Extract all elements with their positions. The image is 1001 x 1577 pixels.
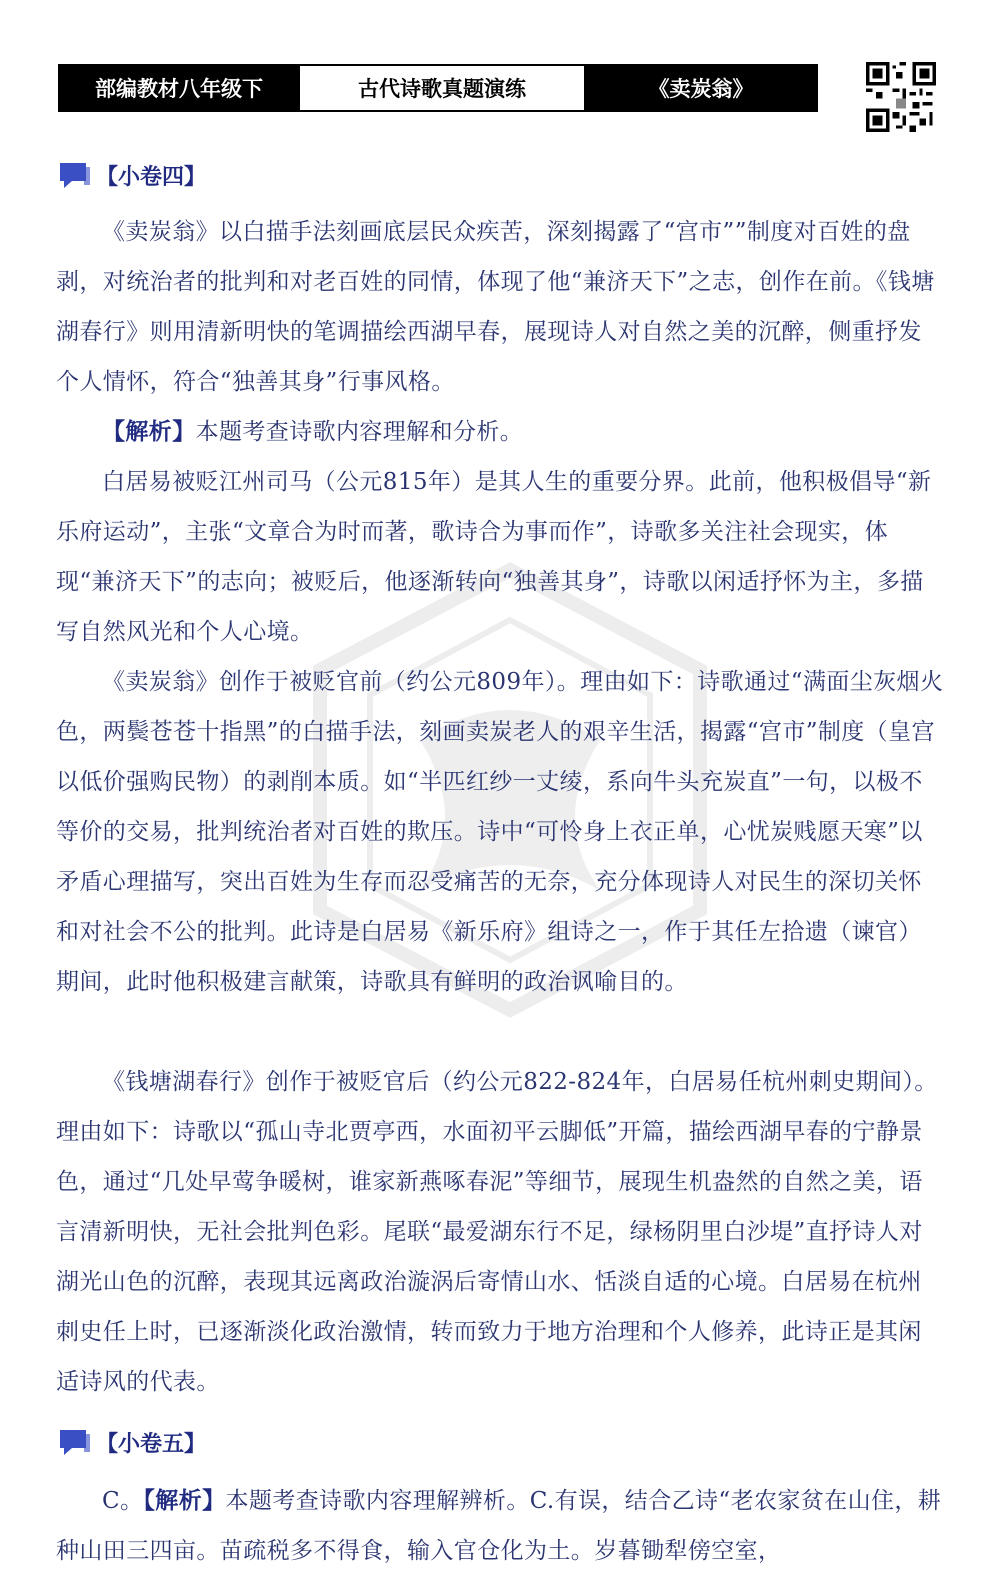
page-header [58,64,818,112]
qr-code-icon [866,62,936,132]
header-poem-title: 《卖炭翁》 [586,66,816,110]
section-heading-4 [58,160,206,191]
section-title: 【小卷四】 [96,165,207,190]
analysis-intro-text: 本题考查诗歌内容理解和分析。 [195,419,524,445]
analysis-paragraph-1: 白居易被贬江州司马（公元815年）是其人生的重要分界。此前，他积极倡导“新乐府运动”，主张“文章合为时而著，歌诗合为事而作”，诗歌多关注社会现实，体现“兼济天下”的志向；被贬后，他逐渐转向“独善其身”，诗歌以闲适抒怀为主，多描写自然风光和个人心境。 [56,469,932,645]
answer-paragraph-5 [56,1476,944,1576]
chat-bubble-icon [58,1428,92,1458]
answer-prefix: C。 [102,1488,144,1514]
analysis-tag: 【解析】 [143,1488,226,1514]
analysis-tag: 【解析】 [102,419,196,445]
analysis-text: 本题考查诗歌内容理解辨析。C.有误，结合乙诗“老农家贫在山住，耕种山田三四亩。苗疏税多不得食，输入官仓化为土。岁暮锄犁傍空室， [56,1488,942,1564]
header-textbook: 部编教材八年级下 [60,66,298,110]
section-heading-5 [58,1427,206,1458]
analysis-intro [56,407,944,457]
section-title: 【小卷五】 [96,1432,207,1457]
header-subject: 古代诗歌真题演练 [298,66,586,110]
answer-paragraph: 《卖炭翁》以白描手法刻画底层民众疾苦，深刻揭露了“宫市””制度对百姓的盘剥，对统治者的批判和对老百姓的同情，体现了他“兼济天下”之志，创作在前。《钱塘湖春行》则用清新明快的笔调描绘西湖早春，展现诗人对自然之美的沉醉，侧重抒发个人情怀，符合“独善其身”行事风格。 [56,219,935,395]
chat-bubble-icon [58,161,92,191]
analysis-paragraph-3: 《钱塘湖春行》创作于被贬官后（约公元822-824年，白居易任杭州刺史期间）。理由如下：诗歌以“孤山寺北贾亭西，水面初平云脚低”开篇，描绘西湖早春的宁静景色，通过“几处早莺争暖树，谁家新燕啄春泥”等细节，展现生机盎然的自然之美，语言清新明快，无社会批判色彩。尾联“最爱湖东行不足，绿杨阴里白沙堤”直抒诗人对湖光山色的沉醉，表现其远离政治漩涡后寄情山水、恬淡自适的心境。白居易在杭州刺史任上时，已逐渐淡化政治激情，转而致力于地方治理和个人修养，此诗正是其闲适诗风的代表。 [56,1069,938,1395]
analysis-paragraph-2: 《卖炭翁》创作于被贬官前（约公元809年）。理由如下：诗歌通过“满面尘灰烟火色，两鬓苍苍十指黑”的白描手法，刻画卖炭老人的艰辛生活，揭露“宫市”制度（皇宫以低价强购民物）的剥削本质。如“半匹红纱一丈绫，系向牛头充炭直”一句，以极不等价的交易，批判统治者对百姓的欺压。诗中“可怜身上衣正单，心忧炭贱愿天寒”以矛盾心理描写，突出百姓为生存而忍受痛苦的无奈，充分体现诗人对民生的深切关怀和对社会不公的批判。此诗是白居易《新乐府》组诗之一，作于其任左拾遗（谏官）期间，此时他积极建言献策，诗歌具有鲜明的政治讽喻目的。 [56,669,944,995]
